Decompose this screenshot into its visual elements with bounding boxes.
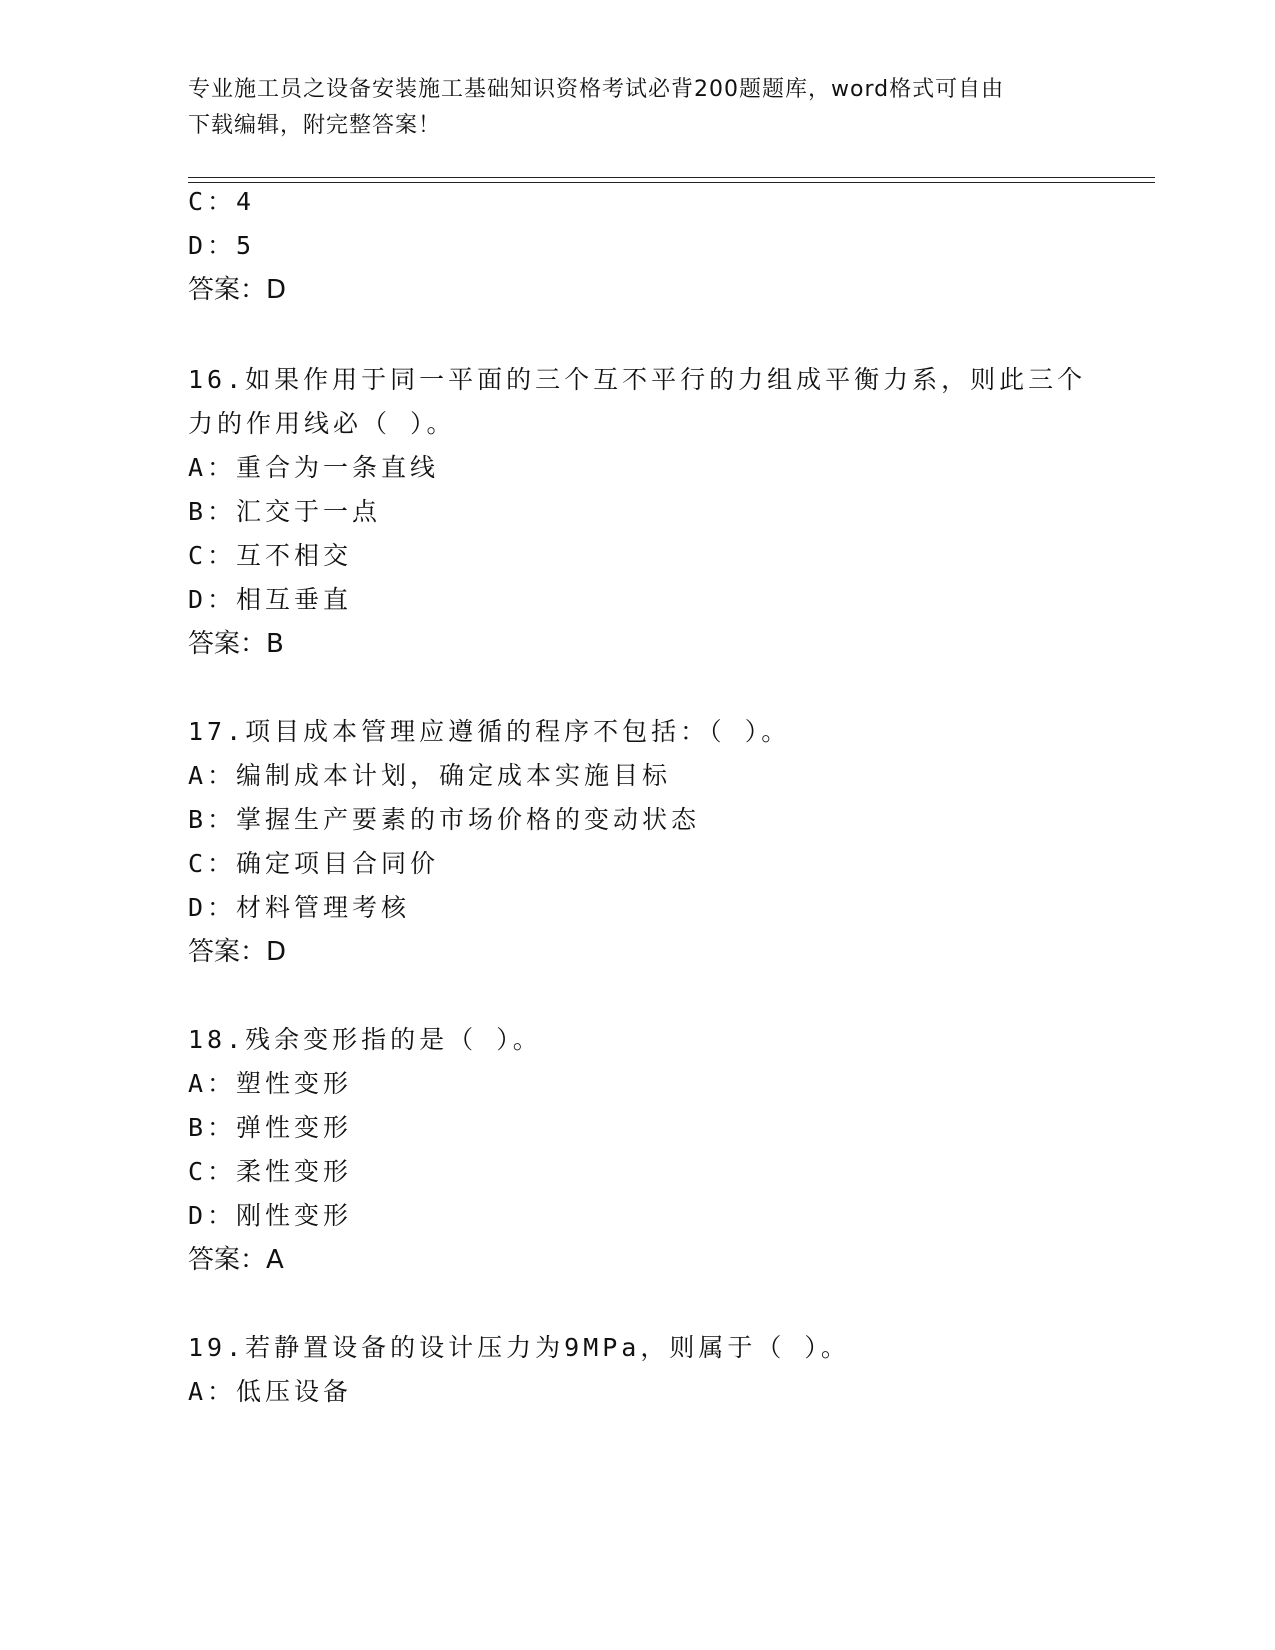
q16-stem-line-1: 16.如果作用于同一平面的三个互不平行的力组成平衡力系，则此三个 <box>188 365 1087 394</box>
q17-option-c: C：确定项目合同价 <box>188 849 440 878</box>
q18-option-d: D：刚性变形 <box>188 1201 353 1230</box>
q16-stem-line-2: 力的作用线必（ ）。 <box>188 409 456 438</box>
q19-stem-line-1: 19.若静置设备的设计压力为9MPa，则属于（ ）。 <box>188 1333 850 1362</box>
q17-answer: 答案：D <box>188 937 287 967</box>
q16-option-d: D：相互垂直 <box>188 585 353 614</box>
q18-option-c: C：柔性变形 <box>188 1157 353 1186</box>
q18-option-a: A：塑性变形 <box>188 1069 353 1098</box>
q19-option-a: A：低压设备 <box>188 1377 353 1406</box>
prev-answer: 答案：D <box>188 275 287 305</box>
q17-option-b: B：掌握生产要素的市场价格的变动状态 <box>188 805 701 834</box>
header-divider-top <box>188 177 1155 178</box>
prev-option-d: D：5 <box>188 231 256 260</box>
q17-option-a: A：编制成本计划，确定成本实施目标 <box>188 761 672 790</box>
document-header <box>188 72 1088 144</box>
q16-answer: 答案：B <box>188 629 284 659</box>
header-divider-bottom <box>188 182 1155 183</box>
q18-option-b: B：弹性变形 <box>188 1113 353 1142</box>
q18-stem-line-1: 18.残余变形指的是（ ）。 <box>188 1025 542 1054</box>
header-line-2: 下载编辑，附完整答案！ <box>188 113 442 138</box>
header-line-1: 专业施工员之设备安装施工基础知识资格考试必背200题题库，word格式可自由 <box>188 77 1005 102</box>
prev-option-c: C：4 <box>188 187 256 216</box>
q17-option-d: D：材料管理考核 <box>188 893 411 922</box>
q16-option-a: A：重合为一条直线 <box>188 453 440 482</box>
q16-option-b: B：汇交于一点 <box>188 497 382 526</box>
q18-answer: 答案：A <box>188 1245 284 1275</box>
q17-stem-line-1: 17.项目成本管理应遵循的程序不包括：（ ）。 <box>188 717 791 746</box>
q16-option-c: C：互不相交 <box>188 541 353 570</box>
